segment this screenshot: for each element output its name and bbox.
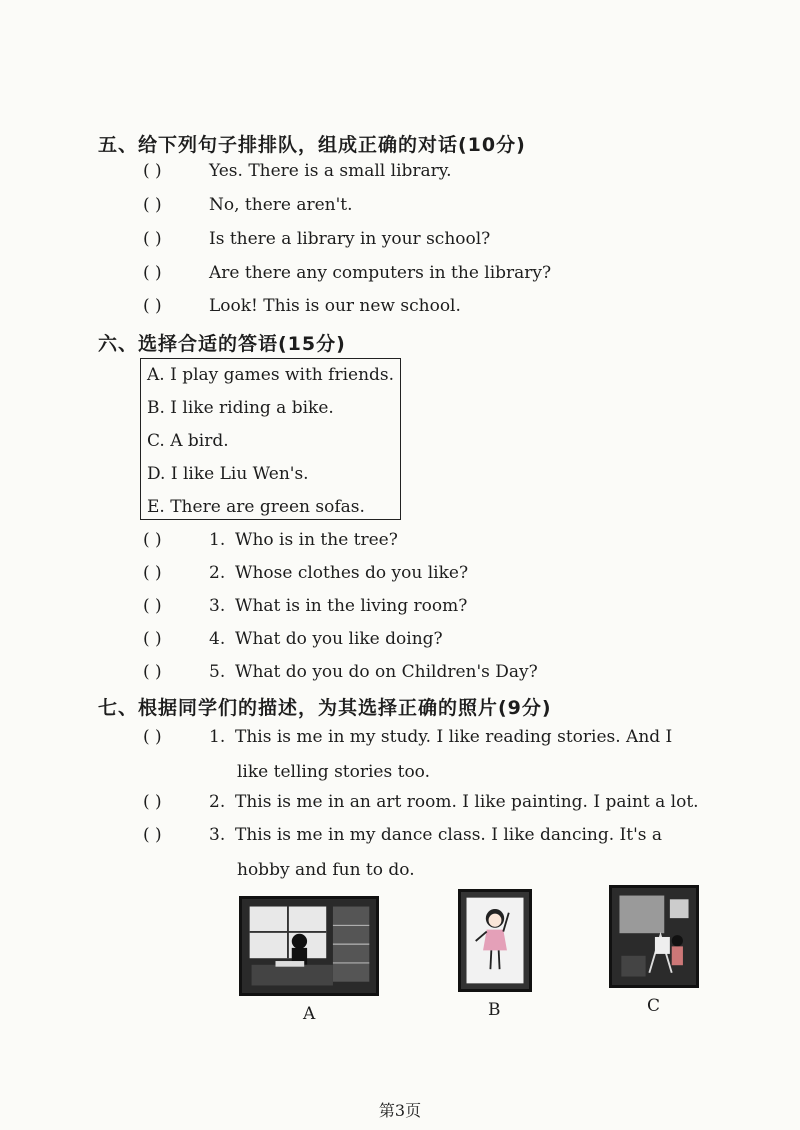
- section-7-heading: 七、根据同学们的描述，为其选择正确的照片(9分): [98, 697, 552, 719]
- answer-bracket[interactable]: ( ): [143, 629, 162, 649]
- photo-a-label: A: [303, 1004, 316, 1024]
- answer-bracket[interactable]: ( ): [143, 563, 162, 583]
- answer-bracket[interactable]: ( ): [143, 229, 162, 249]
- s5-item: [143, 161, 452, 181]
- s7-item: [143, 792, 699, 812]
- description-text: This is me in my study. I like reading stories. And I: [235, 727, 673, 747]
- s5-item-text: Look! This is our new school.: [209, 296, 461, 316]
- s5-item-text: Is there a library in your school?: [209, 229, 491, 249]
- question-number: 3.: [209, 825, 226, 845]
- s6-question: [143, 530, 398, 550]
- answer-bracket[interactable]: ( ): [143, 195, 162, 215]
- answer-bracket[interactable]: ( ): [143, 727, 162, 747]
- photo-b-dance: [458, 889, 532, 992]
- s5-item-text: Yes. There is a small library.: [209, 161, 452, 181]
- answer-bracket[interactable]: ( ): [143, 792, 162, 812]
- question-number: 2.: [209, 563, 226, 583]
- s5-item-text: Are there any computers in the library?: [209, 263, 552, 283]
- answer-bracket[interactable]: ( ): [143, 596, 162, 616]
- section-5-heading: 五、给下列句子排排队，组成正确的对话(10分): [98, 134, 526, 156]
- answer-options-box: [140, 358, 401, 520]
- answer-bracket[interactable]: ( ): [143, 662, 162, 682]
- description-continuation: like telling stories too.: [237, 762, 431, 782]
- answer-bracket[interactable]: ( ): [143, 825, 162, 845]
- s6-question: [143, 563, 468, 583]
- question-text: What do you like doing?: [235, 629, 443, 649]
- s5-item: [143, 296, 461, 316]
- option-b: B. I like riding a bike.: [147, 398, 334, 418]
- question-number: 1.: [209, 727, 226, 747]
- option-d: D. I like Liu Wen's.: [147, 464, 309, 484]
- option-e: E. There are green sofas.: [147, 497, 365, 517]
- description-continuation: hobby and fun to do.: [237, 860, 415, 880]
- question-text: What do you do on Children's Day?: [235, 662, 538, 682]
- s6-question: [143, 662, 538, 682]
- s6-question: [143, 596, 467, 616]
- photo-b-label: B: [488, 1000, 501, 1020]
- s6-question: [143, 629, 443, 649]
- question-number: 5.: [209, 662, 226, 682]
- answer-bracket[interactable]: ( ): [143, 530, 162, 550]
- section-6-heading: 六、选择合适的答语(15分): [98, 333, 346, 355]
- photo-a-study: [239, 896, 379, 996]
- s7-item: [143, 727, 672, 747]
- s5-item: [143, 263, 551, 283]
- s5-item-text: No, there aren't.: [209, 195, 353, 215]
- question-number: 3.: [209, 596, 226, 616]
- s5-item: [143, 229, 490, 249]
- question-number: 4.: [209, 629, 226, 649]
- answer-bracket[interactable]: ( ): [143, 296, 162, 316]
- answer-bracket[interactable]: ( ): [143, 161, 162, 181]
- question-number: 2.: [209, 792, 226, 812]
- question-text: What is in the living room?: [235, 596, 468, 616]
- answer-bracket[interactable]: ( ): [143, 263, 162, 283]
- photo-c-art: [609, 885, 699, 988]
- description-text: This is me in my dance class. I like dancing. It's a: [235, 825, 663, 845]
- description-text: This is me in an art room. I like painting. I paint a lot.: [235, 792, 699, 812]
- question-text: Whose clothes do you like?: [235, 563, 469, 583]
- photo-c-label: C: [647, 996, 661, 1016]
- page-number: 第3页: [378, 1101, 422, 1120]
- option-c: C. A bird.: [147, 431, 229, 451]
- s7-item: [143, 825, 662, 845]
- option-a: A. I play games with friends.: [147, 365, 395, 385]
- question-number: 1.: [209, 530, 226, 550]
- s5-item: [143, 195, 353, 215]
- question-text: Who is in the tree?: [235, 530, 398, 550]
